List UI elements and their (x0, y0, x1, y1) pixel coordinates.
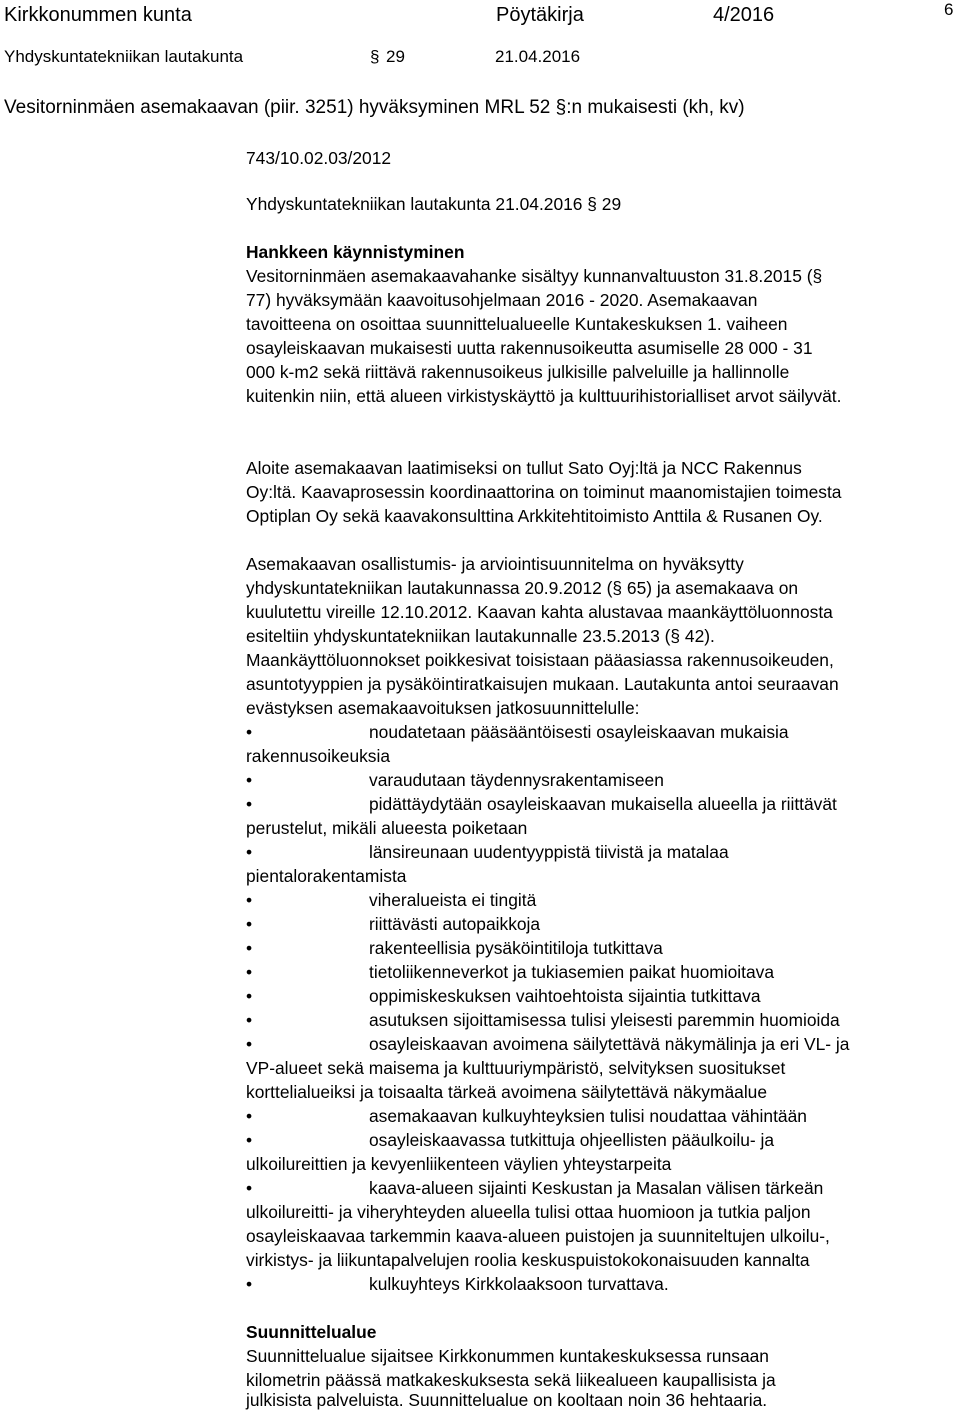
list-item (246, 840, 946, 864)
document-number: 4/2016 (713, 4, 775, 26)
list-item-continuation: perustelut, mikäli alueesta poiketaan (246, 818, 528, 838)
bullet-icon: • (246, 1178, 253, 1198)
list-item-text: pidättäydytään osayleiskaavan mukaisella alueella ja riittävät (369, 794, 837, 814)
list-item-text: osayleiskaavan avoimena säilytettävä näkymälinja ja eri VL- ja (369, 1034, 850, 1054)
list-item-text: kulkuyhteys Kirkkolaaksoon turvattava. (369, 1274, 669, 1294)
list-item (246, 1008, 946, 1032)
paragraph-line: esiteltiin yhdyskuntatekniikan lautakunnalle 23.5.2013 (§ 42). (246, 626, 715, 646)
bullet-icon: • (246, 986, 253, 1006)
paragraph-line: Aloite asemakaavan laatimiseksi on tullut Sato Oyj:ltä ja NCC Rakennus (246, 458, 802, 478)
bullet-icon: • (246, 890, 253, 910)
list-item (246, 1272, 946, 1296)
list-item-text: varaudutaan täydennysrakentamiseen (369, 770, 664, 790)
section-number: 29 (386, 47, 405, 66)
bullet-icon: • (246, 1010, 253, 1030)
list-item (246, 936, 946, 960)
list-item (246, 1176, 946, 1200)
meeting-reference: Yhdyskuntatekniikan lautakunta 21.04.2016 § 29 (246, 194, 622, 214)
section-mark: § (370, 47, 380, 66)
list-item-text: viheralueista ei tingitä (369, 890, 537, 910)
list-item (246, 960, 946, 984)
list-item-text: rakenteellisia pysäköintitiloja tutkittava (369, 938, 663, 958)
list-item (246, 888, 946, 912)
list-item-text: kaava-alueen sijainti Keskustan ja Masalan välisen tärkeän (369, 1178, 824, 1198)
paragraph-line: Suunnittelualue sijaitsee Kirkkonummen kuntakeskuksessa runsaan (246, 1346, 769, 1366)
section-heading-start: Hankkeen käynnistyminen (246, 242, 465, 262)
paragraph-line: Vesitorninmäen asemakaavahanke sisältyy kunnanvaltuuston 31.8.2015 (§ (246, 266, 823, 286)
paragraph-line: Asemakaavan osallistumis- ja arviointisuunnitelma on hyväksytty (246, 554, 744, 574)
reference-number: 743/10.02.03/2012 (246, 148, 392, 168)
bullet-icon: • (246, 770, 253, 790)
paragraph-line: osayleiskaavan mukaisesti uutta rakennusoikeutta asumiselle 28 000 - 31 (246, 338, 813, 358)
bullet-icon: • (246, 722, 253, 742)
list-item-continuation: rakennusoikeuksia (246, 746, 391, 766)
paragraph-line: Maankäyttöluonnokset poikkesivat toisistaan pääasiassa rakennusoikeuden, (246, 650, 834, 670)
paragraph-line: evästyksen asemakaavoituksen jatkosuunnittelulle: (246, 698, 640, 718)
list-item-continuation: VP-alueet sekä maisema ja kulttuuriympäristö, selvityksen suositukset (246, 1058, 786, 1078)
bullet-icon: • (246, 1130, 253, 1150)
bullet-icon: • (246, 1274, 253, 1294)
list-item (246, 1032, 946, 1056)
paragraph-line: 77) hyväksymään kaavoitusohjelmaan 2016 - 2020. Asemakaavan (246, 290, 758, 310)
list-item-text: osayleiskaavassa tutkittuja ohjeellisten pääulkoilu- ja (369, 1130, 775, 1150)
list-item-continuation: virkistys- ja liikuntapalvelujen roolia keskuspuistokokonaisuuden kannalta (246, 1250, 810, 1270)
bullet-icon: • (246, 1034, 253, 1054)
paragraph-line: Oy:ltä. Kaavaprosessin koordinaattorina on toiminut maanomistajien toimesta (246, 482, 842, 502)
bullet-icon: • (246, 914, 253, 934)
section-heading-area: Suunnittelualue (246, 1322, 377, 1342)
paragraph-line: 000 k-m2 sekä riittävä rakennusoikeus julkisille palveluille ja hallinnolle (246, 362, 790, 382)
document-title: Vesitorninmäen asemakaavan (piir. 3251) hyväksyminen MRL 52 §:n mukaisesti (kh, kv) (4, 97, 745, 118)
list-item-continuation: ulkoilureitti- ja viheryhteyden alueella tulisi ottaa huomioon ja tutkia paljon (246, 1202, 811, 1222)
paragraph-line: julkisista palveluista. Suunnittelualue on kooltaan noin 36 hehtaaria. (246, 1390, 768, 1410)
bullet-icon: • (246, 842, 253, 862)
list-item-text: noudatetaan pääsääntöisesti osayleiskaavan mukaisia (369, 722, 789, 742)
list-item (246, 792, 946, 816)
list-item-text: riittävästi autopaikkoja (369, 914, 541, 934)
page-number: 6 (944, 0, 954, 19)
paragraph-line: kilometrin päässä matkakeskuksesta sekä liikealueen kaupallisista ja (246, 1370, 776, 1390)
paragraph-line: kuulutettu vireille 12.10.2012. Kaavan kahta alustavaa maankäyttöluonnosta (246, 602, 833, 622)
list-item (246, 768, 946, 792)
list-item (246, 720, 946, 744)
list-item-text: asemakaavan kulkuyhteyksien tulisi noudattaa vähintään (369, 1106, 807, 1126)
list-item-continuation: ulkoilureittien ja kevyenliikenteen väylien yhteystarpeita (246, 1154, 672, 1174)
paragraph-line: kuitenkin niin, että alueen virkistyskäyttö ja kulttuurihistorialliset arvot säilyvät. (246, 386, 842, 406)
bullet-icon: • (246, 1106, 253, 1126)
list-item (246, 912, 946, 936)
list-item-text: tietoliikenneverkot ja tukiasemien paikat huomioitava (369, 962, 775, 982)
municipality-name: Kirkkonummen kunta (4, 4, 192, 26)
document-type: Pöytäkirja (496, 4, 584, 26)
paragraph-line: yhdyskuntatekniikan lautakunnassa 20.9.2012 (§ 65) ja asemakaava on (246, 578, 799, 598)
list-item (246, 1104, 946, 1128)
bullet-icon: • (246, 962, 253, 982)
paragraph-line: tavoitteena on osoittaa suunnittelualueelle Kuntakeskuksen 1. vaiheen (246, 314, 788, 334)
list-item-text: länsireunaan uudentyyppistä tiivistä ja matalaa (369, 842, 729, 862)
list-item-text: oppimiskeskuksen vaihtoehtoista sijaintia tutkittava (369, 986, 761, 1006)
committee-name: Yhdyskuntatekniikan lautakunta (4, 47, 244, 66)
paragraph-line: asuntotyyppien ja pysäköintiratkaisujen mukaan. Lautakunta antoi seuraavan (246, 674, 839, 694)
list-item-text: asutuksen sijoittamisessa tulisi yleisesti paremmin huomioida (369, 1010, 840, 1030)
bullet-icon: • (246, 938, 253, 958)
list-item-continuation: pientalorakentamista (246, 866, 407, 886)
list-item (246, 984, 946, 1008)
list-item-continuation: korttelialueiksi ja toisaalta tärkeä avoimena säilytettävä näkymäalue (246, 1082, 768, 1102)
list-item (246, 1128, 946, 1152)
bullet-icon: • (246, 794, 253, 814)
list-item-continuation: osayleiskaavaa tarkemmin kaava-alueen puistojen ja suunniteltujen ulkoilu-, (246, 1226, 830, 1246)
meeting-date: 21.04.2016 (495, 47, 581, 66)
paragraph-line: Optiplan Oy sekä kaavakonsulttina Arkkitehtitoimisto Anttila & Rusanen Oy. (246, 506, 823, 526)
